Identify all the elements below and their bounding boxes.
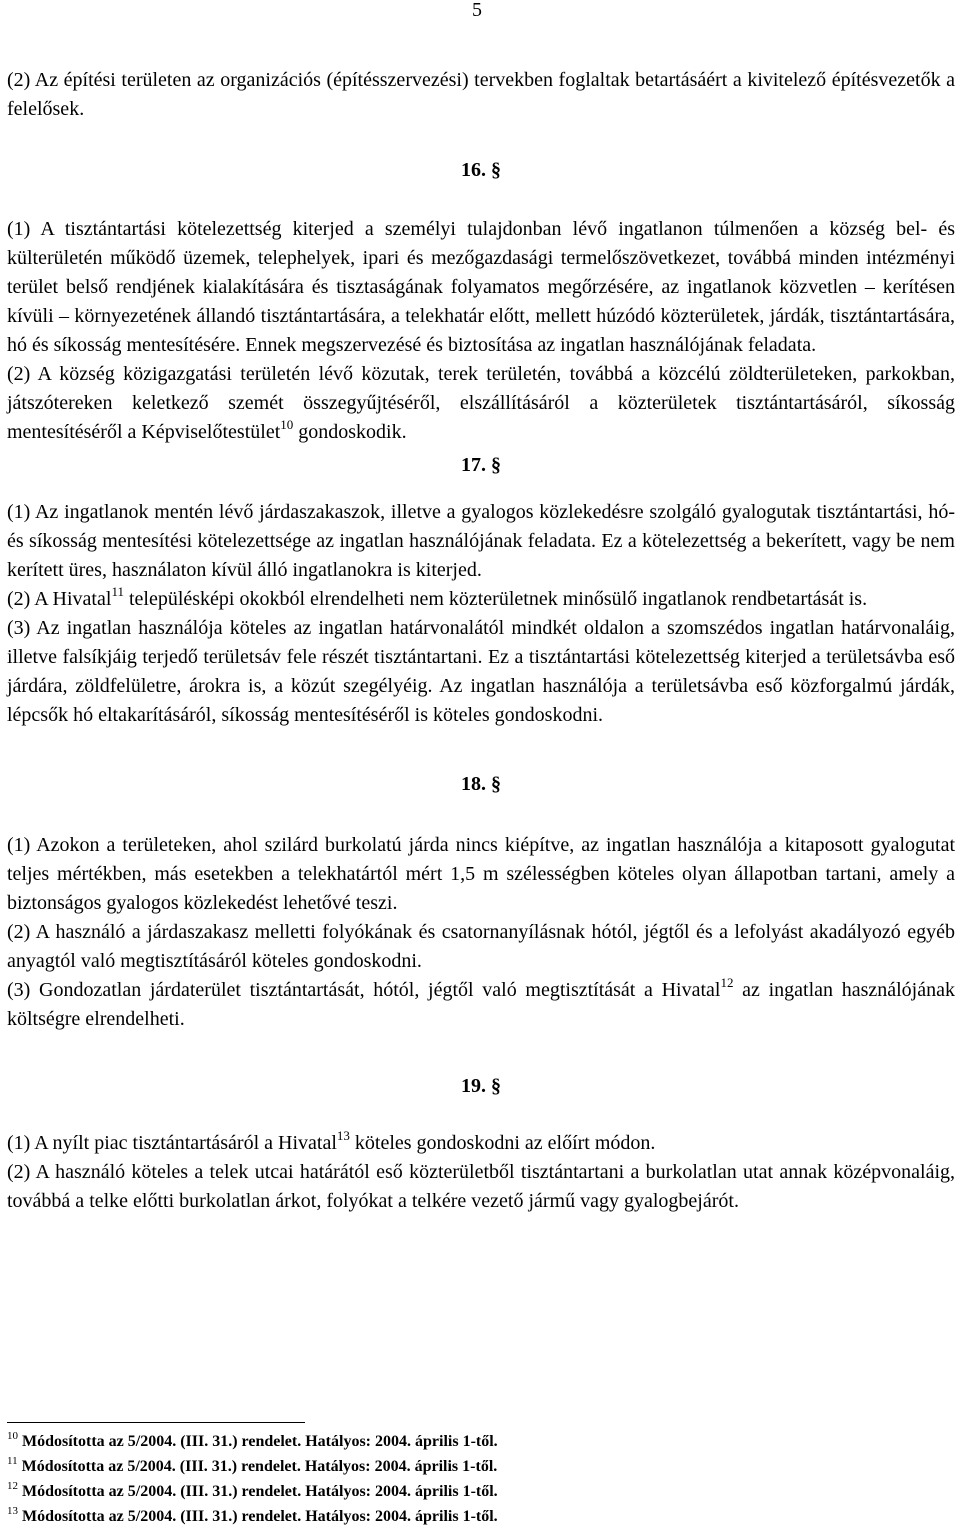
section-heading-16: 16. §: [461, 159, 501, 181]
footnote-ref-13[interactable]: 13: [336, 1128, 350, 1143]
paragraph-16-1: (1) A tisztántartási kötelezettség kiterjed a személyi tulajdonban lévő ingatlanon túlmenően a község bel- és külterületén működő üzemek, telephelyek, ipari és mezőgazdasági termelőszövetkezet, továbbá minden intézményi terület belső rendjének kialakítására és tisztaságának folyamatos megőrzésére, az ingatlanok közvetlen – kerítésen kívüli – környezetének állandó tisztántartására, a telekhatár előtt, mellett húzódó közterületek, járdák, tisztántartására, hó és síkosság mentesítésére. Ennek megszervezésé és biztosítása az ingatlan használójának feladata.: [7, 218, 955, 356]
paragraph-text: településképi okokból elrendelheti nem közterületnek minősülő ingatlanok rendbetartását is.: [123, 588, 868, 610]
paragraph-intro: (2) Az építési területen az organizációs (építésszervezési) tervekben foglaltak betartásáért a kivitelező építésvezetők a felelősek.: [7, 69, 955, 120]
footnote-text: Módosította az 5/2004. (III. 31.) rendelet. Hatályos: 2004. április 1-től.: [22, 1508, 498, 1525]
document-body: [7, 66, 955, 1216]
paragraph-text: (3) Gondozatlan járdaterület tisztántartását, hótól, jégtől való megtisztítását a Hivatal: [7, 979, 721, 1001]
section-heading-18: 18. §: [461, 773, 501, 795]
footnote-number: 11: [7, 1455, 18, 1467]
footnote-ref-12[interactable]: 12: [720, 975, 734, 990]
paragraph-text: (2) A Hivatal: [7, 588, 112, 610]
paragraph-text: (1) A nyílt piac tisztántartásáról a Hivatal: [7, 1132, 337, 1154]
paragraph-text: gondoskodik.: [293, 421, 407, 443]
footnotes: [7, 1422, 955, 1529]
paragraph-text: köteles gondoskodni az előírt módon.: [349, 1132, 656, 1154]
footnote-text: Módosította az 5/2004. (III. 31.) rendelet. Hatályos: 2004. április 1-től.: [22, 1483, 498, 1500]
paragraph-text: az ingatlan használójának költségre elrendelheti.: [7, 979, 955, 1030]
footnote-11: [7, 1454, 955, 1479]
section-heading-19: 19. §: [461, 1075, 501, 1097]
footnote-number: 13: [7, 1505, 18, 1517]
paragraph-18-3: [7, 976, 955, 1034]
footnote-ref-11[interactable]: 11: [111, 584, 124, 599]
footnote-text: Módosította az 5/2004. (III. 31.) rendelet. Hatályos: 2004. április 1-től.: [22, 1433, 498, 1450]
footnote-number: 10: [7, 1430, 18, 1442]
paragraph-16-2: [7, 360, 955, 447]
footnote-divider: [7, 1422, 305, 1423]
footnote-12: [7, 1479, 955, 1504]
paragraph-18-1: (1) Azokon a területeken, ahol szilárd burkolatú járda nincs kiépítve, az ingatlan használója a kitaposott gyalogutat teljes mértékben, más esetekben a telekhatártól mért 1,5 m szélességben köteles olyan állapotban tartani, amely a biztonságos gyalogos közlekedést lehetővé teszi.: [7, 834, 955, 914]
section-heading-17: 17. §: [461, 454, 501, 476]
paragraph-17-1: (1) Az ingatlanok mentén lévő járdaszakaszok, illetve a gyalogos közlekedésre szolgáló gyalogutak tisztántartási, hó- és síkosság mentesítési kötelezettsége az ingatlan használójának feladata. Ez a kötelezettség a bekerített, vagy be nem kerített üres, használaton kívül álló ingatlanokra is kiterjed.: [7, 501, 955, 581]
paragraph-17-2: [7, 585, 955, 614]
paragraph-19-1: [7, 1129, 955, 1158]
paragraph-text: (2) A község közigazgatási területén lévő közutak, terek területén, továbbá a közcélú zöldterületeken, parkokban, játszótereken keletkező szemét összegyűjtéséről, elszállításáról a közterületek tisztántartásáról, síkosság mentesítéséről a Képviselőtestület: [7, 363, 955, 443]
paragraph-17-3: (3) Az ingatlan használója köteles az ingatlan határvonalától mindkét oldalon a szomszédos ingatlan határvonaláig, illetve falsíkjáig terjedő területsáv fele részét tisztántartani. Ez a tisztántartási kötelezettség kiterjed a területsávba eső járdára, zöldfelületre, árokra is, a közút szegélyéig. Az ingatlan használója a területsávba eső közforgalmú járdák, lépcsők hó eltakarításáról, síkosság mentesítéséről is köteles gondoskodni.: [7, 617, 955, 726]
page-number: 5: [472, 0, 482, 21]
footnote-ref-10[interactable]: 10: [280, 417, 294, 432]
paragraph-19-2: (2) A használó köteles a telek utcai határától eső közterületből tisztántartani a burkolatlan utat annak középvonaláig, továbbá a telke előtti burkolatlan árkot, folyókat a telkére vezető jármű vagy gyalogbejárót.: [7, 1161, 955, 1212]
footnote-number: 12: [7, 1480, 18, 1492]
paragraph-18-2: (2) A használó a járdaszakasz melletti folyókának és csatornanyílásnak hótól, jégtől és a lefolyást akadályozó egyéb anyagtól való megtisztításáról köteles gondoskodni.: [7, 921, 955, 972]
footnote-10: [7, 1429, 955, 1454]
footnote-text: Módosította az 5/2004. (III. 31.) rendelet. Hatályos: 2004. április 1-től.: [21, 1458, 498, 1475]
footnote-13: [7, 1504, 955, 1529]
